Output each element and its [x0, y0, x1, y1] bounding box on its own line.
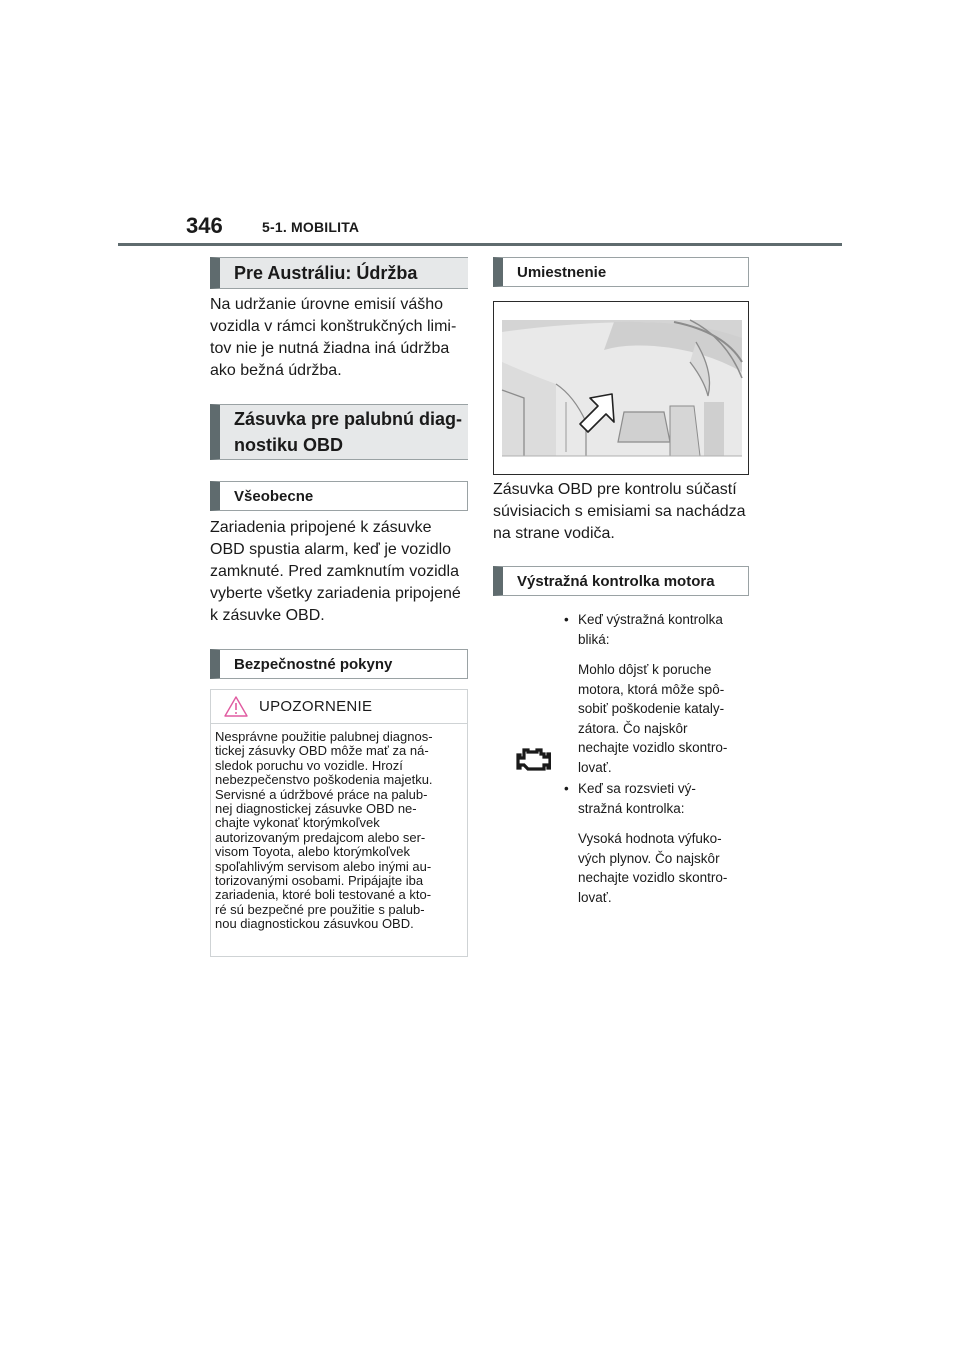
text-line: k zásuvke OBD. [210, 607, 325, 624]
subheading-general [210, 481, 468, 511]
text-line: tov nie je nutná žiadna iná údržba [210, 340, 450, 357]
text-line: Keď výstražná kontrolka [578, 612, 723, 627]
text-line: torizovanými osobami. Pripájajte iba [215, 873, 424, 889]
text-line: Keď sa rozsvieti vý- [578, 781, 696, 796]
check-engine-icon [515, 746, 551, 779]
warning-header [211, 690, 467, 724]
text-line: zamknuté. Pred zamknutím vozidla [210, 563, 459, 580]
text-line: bliká: [578, 631, 610, 647]
text-line: lovať. [578, 759, 612, 775]
general-paragraph [210, 517, 468, 627]
text-line: nechajte vozidlo skontro- [578, 740, 728, 755]
text-line: ré sú bezpečné pre použitie s palub- [215, 901, 425, 917]
text-line: Zásuvka OBD pre kontrolu súčastí [493, 481, 737, 498]
page-number: 346 [186, 213, 223, 238]
text-line: stražná kontrolka: [578, 800, 685, 816]
text-line: súvisiacich s emisiami sa nachádza [493, 503, 746, 520]
text-line: visom Toyota, alebo ktorýmkoľvek [215, 844, 411, 860]
text-line: spoľahlivým servisom alebo inými au- [215, 858, 432, 874]
text-line: nechajte vozidlo skontro- [578, 870, 728, 885]
warning-triangle-icon [224, 696, 248, 722]
list-item [564, 610, 750, 649]
list-item [564, 779, 750, 818]
subheading-safety [210, 649, 468, 679]
warning-title: UPOZORNENIE [259, 698, 373, 715]
text-line: Zariadenia pripojené k zásuvke [210, 519, 432, 536]
heading-australia-maintenance [210, 257, 468, 289]
subheading-engine-warning [493, 566, 749, 596]
text-line: Vysoká hodnota výfuko- [578, 831, 722, 846]
text-line: vyberte všetky zariadenia pripojené [210, 585, 461, 602]
text-line: zariadenia, ktoré boli testované a kto- [215, 887, 432, 903]
bullet: • [564, 612, 569, 627]
bullet: • [564, 781, 569, 796]
heading-text: Zásuvka pre palubnú diag- [234, 409, 463, 429]
engine-warning-text [564, 610, 750, 907]
dashboard-drawing [494, 302, 748, 474]
location-paragraph [493, 479, 749, 545]
heading-obd-socket [210, 404, 468, 460]
text-line: sledok poruchu vo vozidle. Hrozí [215, 757, 403, 773]
text-line: na strane vodiča. [493, 525, 615, 542]
text-line: Nesprávne použitie palubnej diagnos- [215, 729, 433, 744]
australia-paragraph [210, 294, 468, 382]
text-line: Na udržanie úrovne emisií vášho [210, 296, 444, 313]
text-line: nebezpečenstvo poškodenia majetku. [215, 772, 433, 788]
subheading-text: Výstražná kontrolka motora [517, 572, 715, 590]
heading-text: nostiku OBD [234, 435, 344, 455]
text-line: vých plynov. Čo najskôr [578, 850, 720, 866]
text-line: Mohlo dôjsť k poruche [578, 662, 712, 677]
text-line: lovať. [578, 889, 612, 905]
engine-warning-paragraph [564, 660, 750, 777]
engine-warning-paragraph [564, 829, 750, 907]
text-line: sobiť poškodenie kataly- [578, 701, 725, 716]
subheading-text: Bezpečnostné pokyny [234, 655, 393, 673]
text-line: nou diagnostickou zásuvkou OBD. [215, 916, 414, 932]
text-line: vozidla v rámci konštrukčných limi- [210, 318, 457, 335]
text-line: Servisné a údržbové práce na palub- [215, 786, 428, 802]
heading-text: Pre Austráliu: Údržba [234, 263, 418, 283]
subheading-location [493, 257, 749, 287]
text-line: nej diagnostickej zásuvke OBD ne- [215, 801, 417, 817]
text-line: autorizovaným predajcom alebo ser- [215, 829, 426, 845]
section-title: 5-1. MOBILITA [262, 219, 360, 235]
text-line: chajte vykonať ktorýmkoľvek [215, 815, 380, 831]
warning-text [211, 724, 467, 932]
text-line: zátora. Čo najskôr [578, 720, 688, 736]
text-line: motora, ktorá môže spô- [578, 681, 725, 697]
text-line: ako bežná údržba. [210, 362, 342, 379]
text-line: tickej zásuvky OBD môže mať za ná- [215, 743, 429, 759]
text-line: OBD spustia alarm, keď je vozidlo [210, 541, 452, 558]
subheading-text: Umiestnenie [517, 263, 607, 281]
obd-location-illustration [493, 301, 749, 475]
warning-box [210, 689, 468, 957]
subheading-text: Všeobecne [234, 487, 314, 505]
header-rule [118, 243, 842, 246]
